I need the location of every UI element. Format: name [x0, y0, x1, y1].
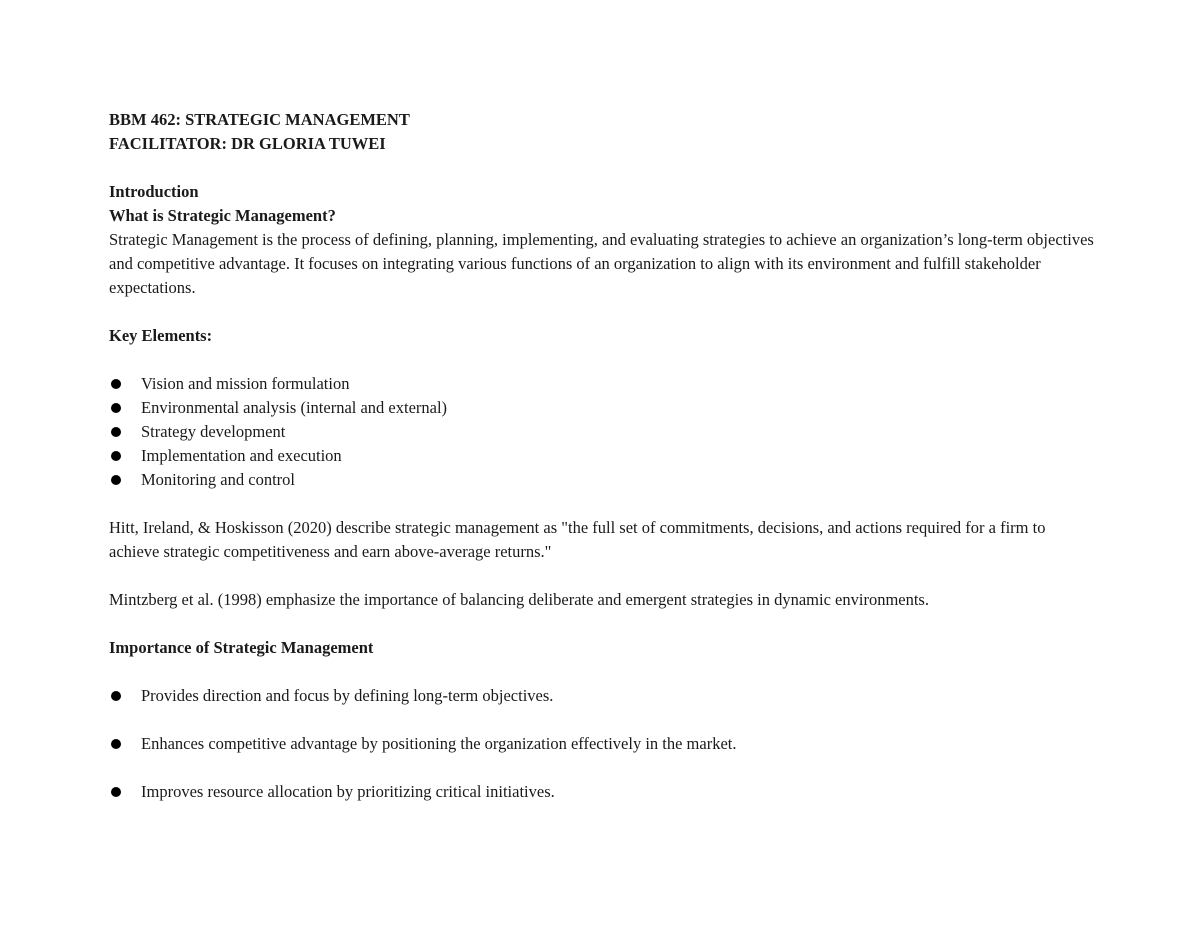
key-elements-heading: Key Elements: [109, 326, 213, 345]
spacer [109, 156, 1099, 180]
importance-heading: Importance of Strategic Management [109, 638, 374, 657]
facilitator-name: FACILITATOR: DR GLORIA TUWEI [109, 134, 386, 153]
course-title: BBM 462: STRATEGIC MANAGEMENT [109, 110, 410, 129]
list-item [109, 396, 1099, 420]
list-item-text: Environmental analysis (internal and external) [141, 398, 448, 417]
intro-question: What is Strategic Management? [109, 206, 336, 225]
spacer [109, 612, 1099, 636]
bullet-icon [111, 379, 121, 389]
document-content [109, 108, 1099, 804]
spacer [109, 564, 1099, 588]
list-item-text: Strategy development [141, 422, 286, 441]
bullet-icon [111, 739, 121, 749]
list-item-text: Implementation and execution [141, 446, 342, 465]
list-item [109, 732, 1099, 756]
spacer [109, 492, 1099, 516]
list-item [109, 372, 1099, 396]
definition-paragraph: Strategic Management is the process of defining, planning, implementing, and evaluating strategies to achieve an organization’s long-term objectives and competitive advantage. It focuses on integrating various functions of an organization to align with its environment and fulfill stakeholder expectations. [109, 230, 1094, 297]
list-item [109, 468, 1099, 492]
list-item [109, 444, 1099, 468]
list-item [109, 780, 1099, 804]
bullet-icon [111, 475, 121, 485]
bullet-icon [111, 403, 121, 413]
spacer [109, 300, 1099, 324]
intro-heading: Introduction [109, 182, 199, 201]
spacer [109, 348, 1099, 372]
spacer [109, 660, 1099, 684]
list-item-text: Monitoring and control [141, 470, 295, 489]
list-item-text: Improves resource allocation by prioritizing critical initiatives. [141, 782, 555, 801]
list-item-text: Enhances competitive advantage by positioning the organization effectively in the market. [141, 734, 737, 753]
bullet-icon [111, 691, 121, 701]
bullet-icon [111, 451, 121, 461]
bullet-icon [111, 787, 121, 797]
list-item [109, 684, 1099, 708]
key-elements-list [109, 372, 1099, 492]
list-item-text: Vision and mission formulation [141, 374, 350, 393]
list-item [109, 420, 1099, 444]
list-item-text: Provides direction and focus by defining long-term objectives. [141, 686, 554, 705]
mintzberg-paragraph: Mintzberg et al. (1998) emphasize the importance of balancing deliberate and emergent strategies in dynamic environments. [109, 590, 929, 609]
bullet-icon [111, 427, 121, 437]
importance-list [109, 684, 1099, 804]
hitt-quote-paragraph: Hitt, Ireland, & Hoskisson (2020) describe strategic management as "the full set of commitments, decisions, and actions required for a firm to achieve strategic competitiveness and earn above-average returns." [109, 518, 1046, 561]
